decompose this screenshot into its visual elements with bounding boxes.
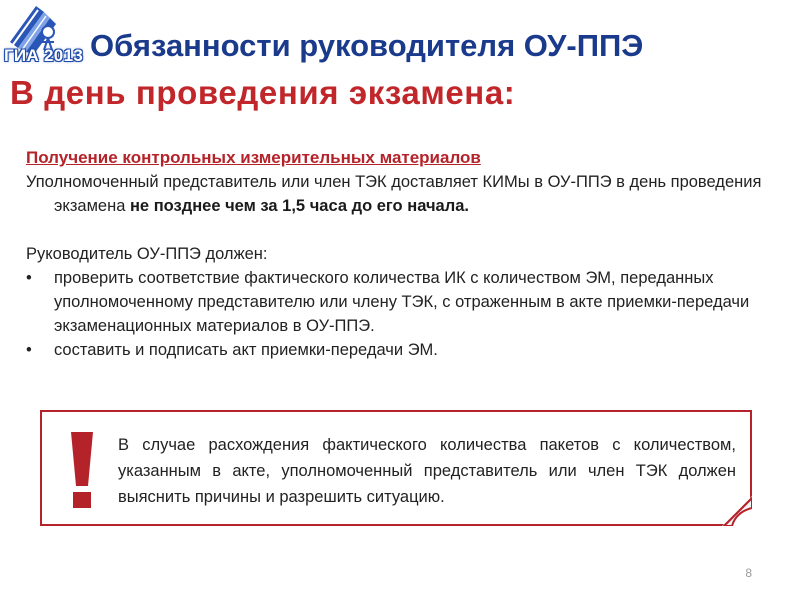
delivery-deadline-text: не позднее чем за 1,5 часа до его начала. <box>129 197 469 215</box>
notice-text: В случае расхождения фактического количества пакетов с количеством, указанным в акте, уполномоченный представитель или член ТЭК должен выяснить причины и разрешить ситуацию. <box>118 436 736 506</box>
bullet-icon: • <box>26 341 32 359</box>
section-heading: Получение контрольных измерительных материалов <box>26 148 481 167</box>
list-item-text: проверить соответствие фактического количества ИК с количеством ЭМ, переданных уполномоченному представителю или члену ТЭК, с отраженным в акте приемки-передачи экзаменационных материалов в ОУ-ППЭ. <box>54 269 750 335</box>
content-body <box>26 146 794 362</box>
page-subtitle: Обязанности руководителя ОУ-ППЭ <box>90 28 644 63</box>
duties-list <box>26 266 794 362</box>
notice-box <box>40 410 752 526</box>
delivery-text: Уполномоченный представитель или член ТЭК доставляет КИМы в ОУ-ППЭ в день проведения экзамена <box>26 173 762 215</box>
list-item-text: составить и подписать акт приемки-передачи ЭМ. <box>54 341 438 359</box>
list-item <box>26 266 794 338</box>
duties-intro: Руководитель ОУ-ППЭ должен: <box>26 245 268 263</box>
gia-logo <box>4 2 88 68</box>
page-title: В день проведения экзамена: <box>10 74 516 111</box>
page-number: 8 <box>745 566 752 580</box>
logo-text: ГИА 2013 <box>4 46 84 65</box>
page-curl-icon <box>722 496 752 526</box>
spacer <box>26 218 794 242</box>
bullet-icon: • <box>26 269 32 287</box>
exclamation-icon <box>64 428 100 510</box>
delivery-paragraph <box>26 170 794 218</box>
list-item <box>26 338 794 362</box>
